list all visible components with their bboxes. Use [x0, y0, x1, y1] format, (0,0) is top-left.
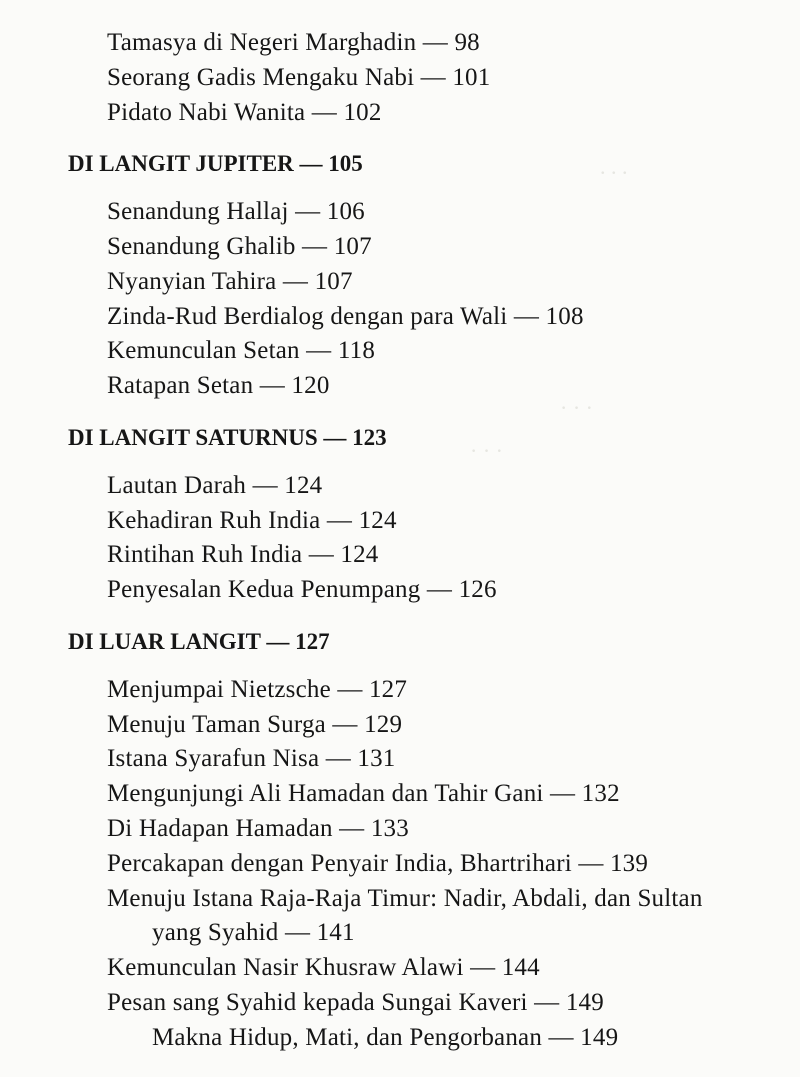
- entry-title-continuation: yang Syahid: [152, 919, 279, 947]
- entry-page-number: 102: [343, 98, 382, 126]
- toc-entry: [107, 232, 372, 262]
- entry-title: Menjumpai Nietzsche: [107, 675, 331, 703]
- entry-page-number: 107: [314, 267, 353, 295]
- entry-page-number: 98: [454, 29, 480, 56]
- entry-page-number: 149: [580, 1023, 619, 1051]
- entry-page-number: 144: [501, 954, 540, 982]
- entry-page-number: 107: [333, 233, 372, 260]
- entry-page-number: 124: [284, 471, 323, 499]
- separator: —: [278, 919, 317, 947]
- entry-title: Penyesalan Kedua Penumpang: [107, 576, 421, 604]
- entry-title: Rintihan Ruh India: [107, 541, 303, 569]
- entry-title: Menuju Taman Surga: [107, 710, 326, 738]
- toc-entry: [107, 988, 604, 1018]
- toc-entry: [107, 28, 480, 58]
- toc-entry: [107, 953, 540, 983]
- section-page-number: 105: [328, 151, 363, 177]
- separator: —: [325, 710, 365, 738]
- entry-page-number: 149: [565, 989, 604, 1016]
- entry-page-number: 118: [337, 337, 376, 365]
- entry-title: Pidato Nabi Wanita: [107, 98, 306, 126]
- entry-page-number: 124: [340, 541, 379, 569]
- separator: —: [414, 63, 453, 91]
- entry-page-number: 132: [581, 780, 620, 808]
- entry-title: Istana Syarafun Nisa: [107, 745, 320, 773]
- toc-entry: [107, 197, 365, 227]
- entry-page-number: 101: [452, 63, 491, 91]
- toc-entry-continuation: [152, 918, 355, 948]
- toc-entry: [107, 471, 322, 501]
- entry-title: Senandung Hallaj: [107, 198, 289, 226]
- entry-title: Pesan sang Syahid kepada Sungai Kaveri: [107, 989, 528, 1016]
- show-through-mark: ∙ ∙ ∙: [600, 160, 628, 185]
- entry-title: Nyanyian Tahira: [107, 267, 277, 295]
- entry-title: Menuju Istana Raja-Raja Timur: Nadir, Abdali, dan Sultan: [107, 884, 703, 912]
- entry-page-number: 106: [326, 198, 365, 226]
- entry-title: Makna Hidup, Mati, dan Pengorbanan: [152, 1023, 543, 1051]
- section-title: DI LANGIT SATURNUS: [68, 425, 318, 450]
- toc-entry: [107, 744, 395, 774]
- entry-page-number: 127: [368, 675, 408, 703]
- entry-title: Percakapan dengan Penyair India, Bhartrihari: [107, 849, 572, 877]
- separator: —: [295, 233, 334, 260]
- entry-page-number: 139: [609, 849, 649, 877]
- entry-page-number: 108: [545, 302, 584, 330]
- entry-title: Kehadiran Ruh India: [107, 506, 321, 534]
- toc-entry: [107, 506, 397, 536]
- separator: —: [416, 29, 455, 56]
- separator: —: [320, 506, 359, 534]
- separator: —: [305, 98, 344, 126]
- separator: —: [332, 815, 371, 842]
- entry-title: Zinda-Rud Berdialog dengan para Wali: [107, 302, 508, 330]
- separator: —: [260, 629, 296, 654]
- toc-entry: [107, 575, 497, 605]
- toc-entry: [107, 371, 330, 401]
- separator: —: [527, 989, 566, 1016]
- entry-title: Di Hadapan Hamadan: [107, 815, 333, 842]
- separator: —: [317, 425, 353, 450]
- separator: —: [463, 954, 502, 982]
- toc-entry: [107, 267, 353, 297]
- toc-entry: [107, 336, 375, 366]
- toc-entry: [107, 779, 620, 809]
- separator: —: [276, 267, 315, 295]
- section-page-number: 123: [352, 425, 387, 450]
- entry-page-number: 120: [291, 372, 330, 400]
- separator: —: [288, 198, 327, 226]
- toc-entry: [107, 849, 648, 879]
- toc-entry: [107, 302, 584, 332]
- entry-title: Lautan Darah: [107, 471, 247, 499]
- entry-title: Ratapan Setan: [107, 372, 254, 400]
- section-page-number: 127: [295, 629, 330, 654]
- separator: —: [571, 849, 610, 877]
- separator: —: [507, 302, 546, 330]
- toc-entry: [107, 63, 490, 93]
- separator: —: [420, 576, 459, 604]
- toc-entry: [107, 540, 378, 570]
- toc-entry: [107, 814, 409, 844]
- entry-page-number: 131: [357, 745, 396, 773]
- show-through-mark: · · ·: [470, 438, 503, 463]
- separator: —: [319, 745, 358, 773]
- section-heading: [68, 627, 330, 657]
- show-through-mark: · · ·: [560, 395, 593, 420]
- toc-subentry: [152, 1023, 618, 1053]
- separator: —: [253, 372, 292, 400]
- entry-title: Senandung Ghalib: [107, 233, 296, 260]
- entry-title: Seorang Gadis Mengaku Nabi: [107, 63, 415, 91]
- section-title: DI LUAR LANGIT: [68, 629, 261, 654]
- toc-entry: [107, 675, 407, 705]
- entry-page-number: 126: [458, 576, 497, 604]
- toc-entry: [107, 710, 402, 740]
- entry-page-number: 129: [364, 710, 403, 738]
- entry-page-number: 133: [370, 815, 409, 842]
- entry-title: Tamasya di Negeri Marghadin: [107, 29, 417, 56]
- section-heading: [68, 423, 387, 453]
- separator: —: [299, 337, 338, 365]
- separator: —: [302, 541, 341, 569]
- toc-entry: [107, 884, 703, 914]
- entry-title: Kemunculan Setan: [107, 337, 300, 365]
- section-title: DI LANGIT JUPITER: [68, 151, 294, 177]
- separator: —: [293, 151, 329, 177]
- entry-title: Kemunculan Nasir Khusraw Alawi: [107, 954, 464, 982]
- toc-entry: [107, 98, 382, 128]
- separator: —: [330, 675, 369, 703]
- separator: —: [542, 1023, 581, 1051]
- entry-title: Mengunjungi Ali Hamadan dan Tahir Gani: [107, 780, 544, 808]
- entry-page-number: 124: [358, 506, 397, 534]
- section-heading: [68, 149, 363, 179]
- entry-page-number: 141: [316, 919, 355, 947]
- separator: —: [543, 780, 582, 808]
- separator: —: [246, 471, 285, 499]
